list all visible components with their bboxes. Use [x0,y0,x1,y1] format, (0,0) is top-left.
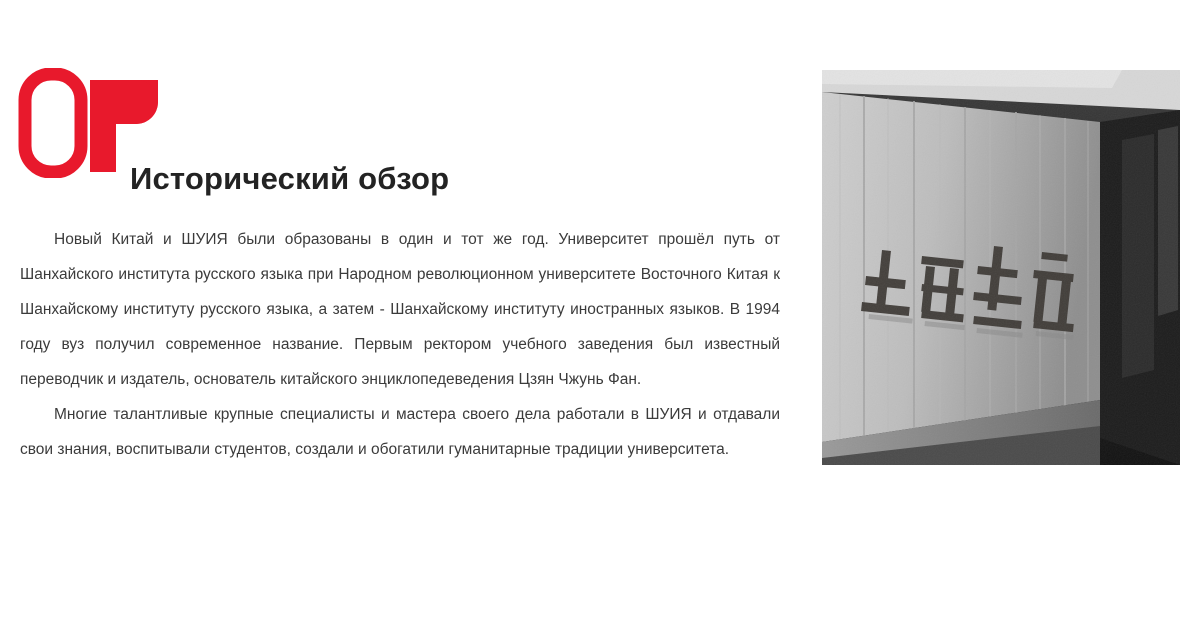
body-text [20,222,780,467]
page-title: Исторический обзор [130,160,450,196]
campus-photo [822,70,1180,465]
paragraph-2: Многие талантливые крупные специалисты и мастера своего дела работали в ШУИЯ и отдавали свои знания, воспитывали студентов, создали и обогатили гуманитарные традиции университета. [20,406,780,458]
paragraph-1: Новый Китай и ШУИЯ были образованы в один и тот же год. Университет прошёл путь от Шанхайского института русского языка при Народном революционном университете Восточного Китая к Шанхайскому институту русского языка, а затем - Шанхайскому институту иностранных языков. В 1994 году вуз получил современное название. Первым ректором учебного заведения был известный переводчик и издатель, основатель китайского энциклопедеведения Цзян Чжунь Фан. [20,231,780,388]
